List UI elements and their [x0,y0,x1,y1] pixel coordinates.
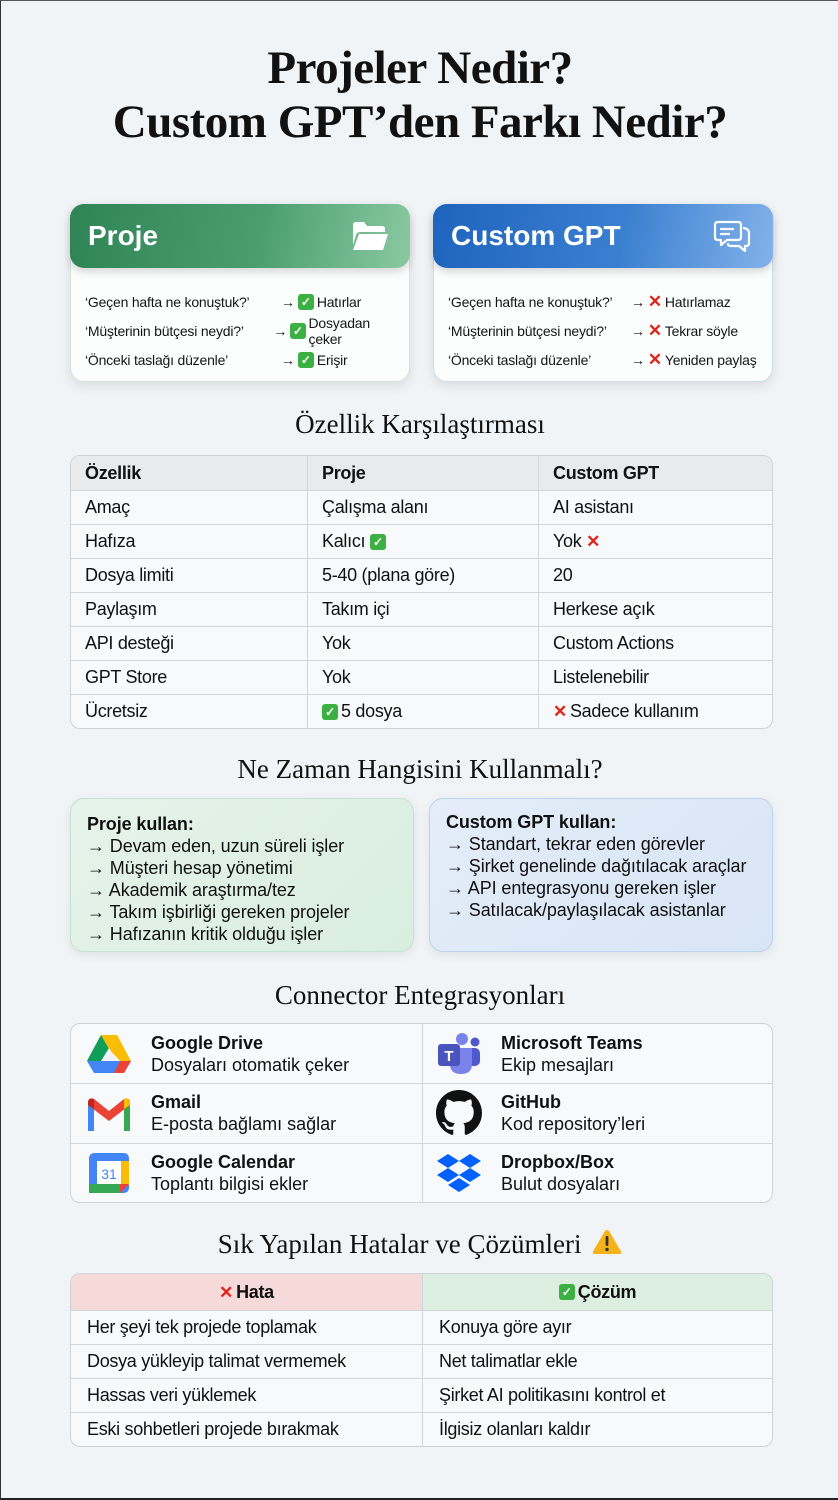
connector-name: Dropbox/Box [501,1151,615,1172]
svg-text:T: T [444,1047,454,1065]
table-row [71,1412,772,1446]
cross-icon: ✕ [553,702,567,721]
cell-text: Yok [553,531,582,551]
arrow-icon: → [281,351,295,368]
table-cell: API desteği [85,633,174,653]
connector-name: Microsoft Teams [501,1032,643,1053]
gmail-icon [85,1089,133,1137]
table-cell: Dosya yükleyip talimat vermemek [87,1351,346,1371]
list-item: → Akademik araştırma/tez [87,880,296,900]
title-line-2: Custom GPT’den Farkı Nedir? [112,96,728,148]
chat-bubbles-icon [713,216,753,256]
connectors-title: Connector Entegrasyonları [274,980,566,1010]
gpt-row [448,316,766,345]
table-row [71,1344,772,1378]
table-cell: Her şeyi tek projede toplamak [87,1317,317,1337]
dropbox-icon [435,1149,483,1197]
table-header-row [71,1274,772,1310]
connector-desc: Bulut dosyaları [501,1173,621,1194]
proje-card-title: Proje [88,220,159,251]
connector-desc: Ekip mesajları [501,1054,615,1075]
check-icon: ✓ [298,352,314,368]
connector-desc: Dosyaları otomatik çeker [151,1054,350,1075]
answer-text: Yeniden paylaş [664,351,757,368]
warning-icon [592,1229,622,1262]
table-cell: Dosya limiti [85,565,174,585]
page-title [1,41,838,149]
table-cell: Ücretsiz [85,701,148,721]
table-row [71,660,772,694]
arrow-icon: → [631,351,645,368]
answer-text: Erişir [316,351,348,368]
table-cell: 5-40 (plana göre) [307,559,538,592]
svg-text:31: 31 [101,1165,117,1182]
question-text: ‘Önceki taslağı düzenle’ [448,351,592,368]
connector-google-drive [71,1024,422,1083]
custom-gpt-card-header [433,204,773,268]
connector-github [422,1083,772,1142]
table-cell: Yok [307,627,538,660]
list-item: → Satılacak/paylaşılacak asistanlar [446,900,726,920]
custom-gpt-card [433,204,773,382]
check-icon: ✓ [559,1284,575,1300]
table-cell: Amaç [85,497,130,517]
feature-comparison-table [70,455,773,729]
table-header-row [71,456,772,490]
title-line-1: Projeler Nedir? [267,42,573,94]
table-cell: Net talimatlar ekle [422,1345,772,1378]
column-header-cozum [422,1274,772,1310]
microsoft-teams-icon [435,1030,483,1078]
table-row [71,694,772,728]
list-item: → Şirket genelinde dağıtılacak araçlar [446,856,747,876]
table-cell: 20 [538,559,772,592]
table-cell: Herkese açık [538,593,772,626]
proje-use-box [70,798,414,952]
table-cell: GPT Store [85,667,168,687]
gpt-row [448,345,766,374]
column-header: Custom GPT [538,456,772,490]
table-cell [307,525,538,558]
question-text: ‘Geçen hafta ne konuştuk?’ [448,293,613,310]
list-item: → Standart, tekrar eden görevler [446,834,705,854]
connector-name: GitHub [501,1092,561,1113]
question-text: ‘Müşterinin bütçesi neydi?’ [448,322,607,339]
cell-text: Kalıcı [322,531,366,551]
google-drive-icon [85,1030,133,1078]
arrow-icon: → [631,293,645,310]
table-cell: Paylaşım [85,599,157,619]
question-text: ‘Müşterinin bütçesi neydi?’ [85,322,244,339]
table-cell [538,525,772,558]
proje-card-header [70,204,410,268]
table-row [71,524,772,558]
connector-name: Google Calendar [151,1151,296,1172]
proje-row [85,287,403,316]
table-cell: Çalışma alanı [307,491,538,524]
when-to-use-title: Ne Zaman Hangisini Kullanmalı? [237,754,603,784]
custom-gpt-card-title: Custom GPT [451,220,621,251]
custom-gpt-use-heading: Custom GPT kullan: [446,812,617,832]
check-icon: ✓ [322,704,338,720]
table-cell: Takım içi [307,593,538,626]
proje-row [85,316,403,345]
list-item: → Devam eden, uzun süreli işler [87,836,345,856]
table-cell [307,695,538,728]
connector-microsoft-teams [422,1024,772,1083]
custom-gpt-use-box [429,798,773,952]
question-text: ‘Geçen hafta ne konuştuk?’ [85,293,250,310]
table-cell: Şirket AI politikasını kontrol et [422,1379,772,1412]
proje-card [70,204,410,382]
table-row [71,558,772,592]
table-row [71,490,772,524]
table-cell: Hassas veri yüklemek [87,1385,257,1405]
list-item: → Hafızanın kritik olduğu işler [87,924,323,944]
proje-row [85,345,403,374]
connector-gmail [71,1083,422,1142]
feature-comparison-title: Özellik Karşılaştırması [295,409,545,439]
list-item: → Takım işbirliği gereken projeler [87,902,350,922]
check-icon: ✓ [298,294,314,310]
column-header: Proje [307,456,538,490]
cell-text: 5 dosya [341,701,402,721]
answer-text: Hatırlamaz [664,293,731,310]
table-cell: Konuya göre ayır [422,1311,772,1344]
table-row [71,1310,772,1344]
connector-dropbox [422,1143,772,1202]
github-icon [435,1089,483,1137]
connector-google-calendar [71,1143,422,1202]
table-cell: Eski sohbetleri projede bırakmak [87,1419,339,1439]
list-item: → Müşteri hesap yönetimi [87,858,293,878]
cross-icon: ✕ [647,321,662,340]
column-header: Özellik [85,462,141,483]
arrow-icon: → [631,322,645,339]
cross-icon: ✕ [219,1282,234,1302]
answer-text: Tekrar söyle [664,322,738,339]
proje-use-heading: Proje kullan: [87,814,194,834]
cross-icon: ✕ [647,350,662,369]
table-row [71,592,772,626]
mistakes-title-text: Sık Yapılan Hatalar ve Çözümleri [217,1229,582,1259]
connector-desc: Toplantı bilgisi ekler [151,1173,309,1194]
table-cell: Hafıza [85,531,136,551]
table-cell: Listelenebilir [538,661,772,694]
folder-icon [350,216,390,256]
connector-name: Google Drive [151,1032,264,1053]
table-row [71,1378,772,1412]
table-cell: İlgisiz olanları kaldır [422,1413,772,1446]
table-cell [538,695,772,728]
cell-text: Sadece kullanım [569,701,699,721]
connector-desc: E-posta bağlamı sağlar [151,1114,337,1135]
table-row [71,626,772,660]
table-cell: Yok [307,661,538,694]
question-text: ‘Önceki taslağı düzenle’ [85,351,229,368]
header-text: Hata [236,1281,274,1302]
column-header-hata [71,1274,422,1310]
connectors-grid [70,1023,773,1203]
check-icon: ✓ [290,323,305,339]
table-cell: Custom Actions [538,627,772,660]
connector-name: Gmail [151,1092,202,1113]
connector-desc: Kod repository’leri [501,1114,646,1135]
mistakes-table [70,1273,773,1447]
answer-text: Dosyadan çeker [308,314,370,347]
answer-text: Hatırlar [316,293,362,310]
gpt-row [448,287,766,316]
list-item: → API entegrasyonu gereken işler [446,878,716,898]
header-text: Çözüm [577,1281,637,1302]
cross-icon: ✕ [647,292,662,311]
table-cell: AI asistanı [538,491,772,524]
arrow-icon: → [281,293,295,310]
arrow-icon: → [273,322,288,339]
google-calendar-icon [85,1149,133,1197]
cross-icon: ✕ [586,532,601,551]
check-icon: ✓ [370,534,386,550]
mistakes-title [1,1229,838,1262]
